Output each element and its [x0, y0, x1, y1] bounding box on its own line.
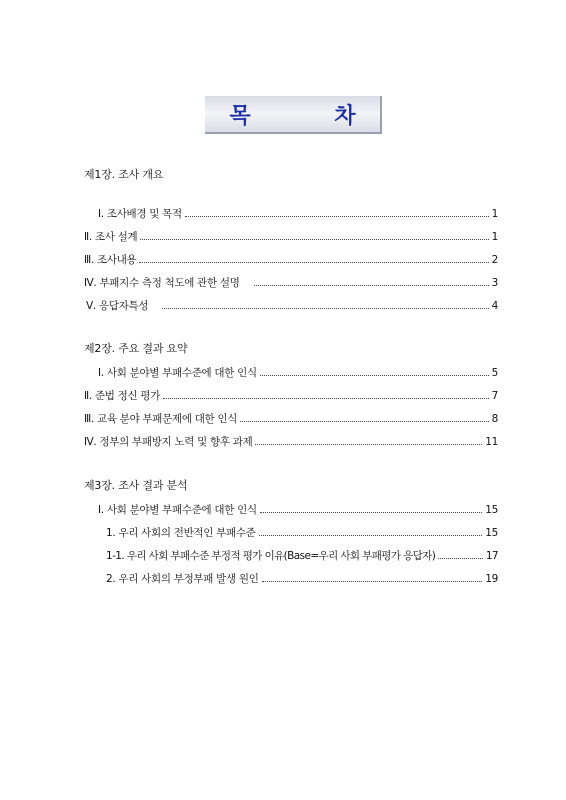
chapter-heading: 제3장. 조사 결과 분석: [84, 479, 188, 492]
toc-entry-page: 8: [491, 413, 498, 425]
toc-entry[interactable]: [106, 548, 498, 563]
toc-entry-page: 1: [491, 231, 498, 243]
toc-entry[interactable]: [84, 434, 498, 449]
toc-entry-label: Ⅲ. 조사내용: [84, 254, 137, 266]
toc-entry-page: 7: [491, 390, 498, 402]
dot-leader: [139, 262, 488, 263]
toc-entry-page: 1: [491, 208, 498, 220]
dot-leader: [262, 581, 483, 582]
dot-leader: [438, 558, 483, 559]
toc-entry-page: 17: [485, 550, 498, 562]
toc-entry-label: Ⅴ. 응답자특성: [86, 300, 149, 312]
dot-leader: [259, 535, 483, 536]
toc-entry-label: Ⅰ. 사회 분야별 부패수준에 대한 인식: [98, 504, 257, 516]
dot-leader: [162, 308, 488, 309]
toc-entry[interactable]: [106, 525, 498, 540]
dot-leader: [255, 444, 482, 445]
toc-entry-label: 1. 우리 사회의 전반적인 부패수준: [106, 527, 256, 539]
dot-leader: [163, 398, 489, 399]
chapter-heading: 제1장. 조사 개요: [84, 168, 164, 181]
dot-leader: [185, 216, 489, 217]
toc-entry-label: Ⅱ. 조사 설계: [84, 231, 138, 243]
toc-entry-label: Ⅱ. 준법 정신 평가: [84, 390, 161, 402]
toc-entry[interactable]: [84, 388, 498, 403]
toc-entry-label: Ⅳ. 정부의 부패방지 노력 및 향후 과제: [84, 436, 253, 448]
toc-entry-page: 15: [485, 504, 498, 516]
toc-entry-label: 2. 우리 사회의 부정부패 발생 원인: [106, 573, 259, 585]
toc-entry-page: 3: [491, 277, 498, 289]
dot-leader: [140, 239, 488, 240]
toc-entry[interactable]: [84, 252, 498, 267]
dot-leader: [254, 285, 489, 286]
toc-entry[interactable]: [98, 365, 498, 380]
toc-entry-page: 5: [491, 367, 498, 379]
chapter-heading: 제2장. 주요 결과 요약: [84, 342, 188, 355]
toc-entry-page: 15: [485, 527, 498, 539]
toc-entry-label: Ⅰ. 조사배경 및 목적: [98, 208, 182, 220]
toc-entry[interactable]: [84, 275, 498, 290]
toc-entry-page: 2: [491, 254, 498, 266]
dot-leader: [260, 375, 489, 376]
toc-entry-label: Ⅲ. 교육 분야 부패문제에 대한 인식: [84, 413, 238, 425]
toc-title-box: [205, 96, 394, 134]
toc-entry[interactable]: [106, 571, 498, 586]
toc-entry-label: Ⅳ. 부패지수 측정 척도에 관한 설명: [84, 277, 240, 289]
toc-entry-page: 19: [485, 573, 498, 585]
toc-entry-label: 1-1. 우리 사회 부패수준 부정적 평가 이유(Base=우리 사회 부패평가 응답자): [106, 550, 436, 562]
toc-entry[interactable]: [84, 411, 498, 426]
toc-entry[interactable]: [86, 298, 498, 313]
toc-title: 목 차: [229, 103, 394, 129]
toc-entry[interactable]: [84, 229, 498, 244]
toc-entry-label: Ⅰ. 사회 분야별 부패수준에 대한 인식: [98, 367, 257, 379]
toc-entry[interactable]: [98, 206, 498, 221]
toc-entry-page: 4: [491, 300, 498, 312]
toc-entry-page: 11: [485, 436, 498, 448]
dot-leader: [240, 421, 488, 422]
dot-leader: [260, 512, 482, 513]
toc-entry[interactable]: [98, 502, 498, 517]
